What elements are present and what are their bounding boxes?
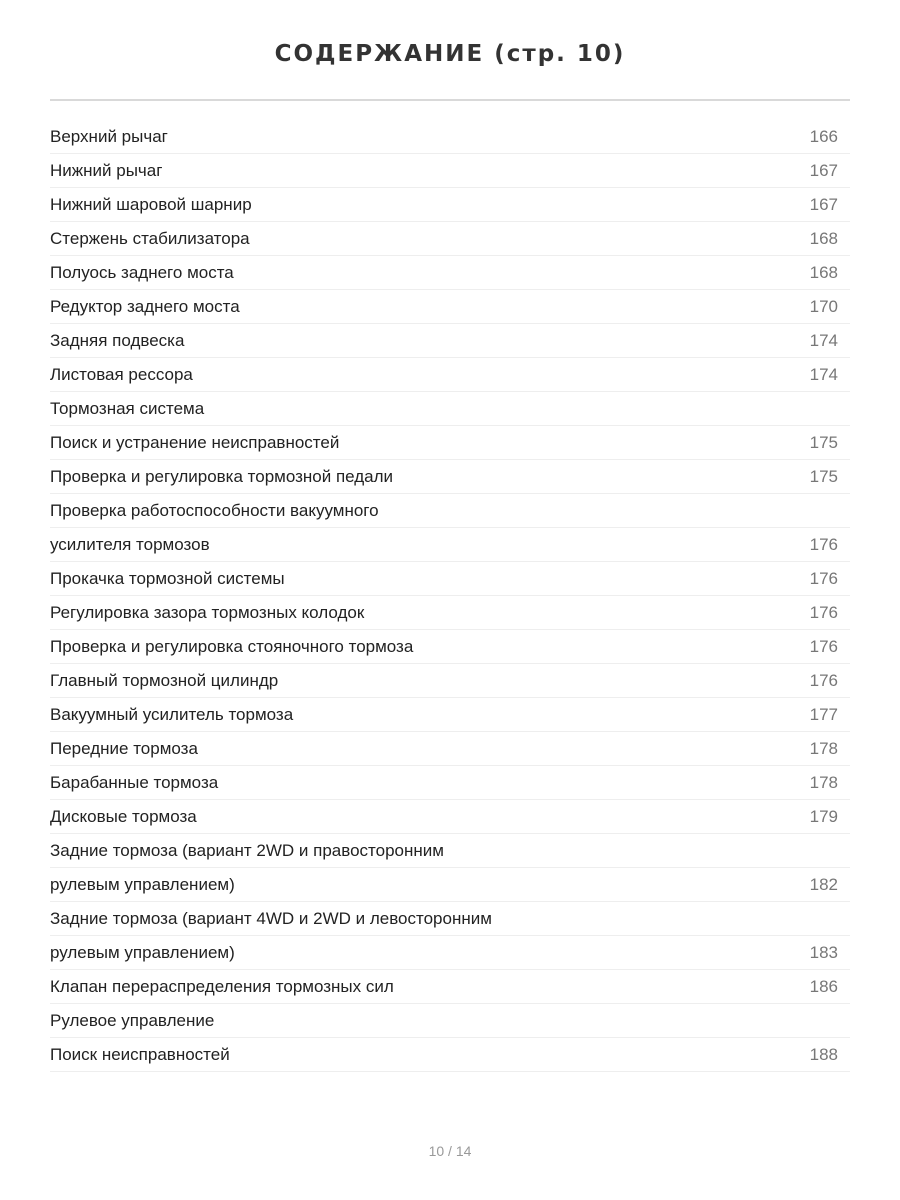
toc-entry <box>50 766 850 800</box>
toc-entry-page: 176 <box>809 534 838 554</box>
toc-entry <box>50 494 850 528</box>
page-number: 10 / 14 <box>428 1143 472 1159</box>
toc-entry <box>50 664 850 698</box>
toc-entry <box>50 222 850 256</box>
toc-entry-title: Задние тормоза (вариант 2WD и правосторонним <box>50 840 444 860</box>
toc-entry-page: 168 <box>809 262 838 282</box>
toc-entry-title: рулевым управлением) <box>50 942 235 962</box>
toc-entry-title: Передние тормоза <box>50 738 198 758</box>
toc-entry-title: Главный тормозной цилиндр <box>50 670 279 690</box>
toc-entry <box>50 596 850 630</box>
toc-entry-title: Нижний шаровой шарнир <box>50 194 252 214</box>
toc-entry <box>50 324 850 358</box>
toc-entry-title: Вакуумный усилитель тормоза <box>50 704 294 724</box>
toc-entry-page: 174 <box>809 330 838 350</box>
toc-entry-page: 188 <box>809 1044 838 1064</box>
toc-entry-page: 186 <box>809 976 838 996</box>
title-divider <box>50 99 850 101</box>
toc-entry-page: 167 <box>809 194 838 214</box>
toc-entry <box>50 528 850 562</box>
toc-entry-title: Прокачка тормозной системы <box>50 568 285 588</box>
page-title: СОДЕРЖАНИЕ (стр. 10) <box>274 41 626 67</box>
toc-entry-title: усилителя тормозов <box>50 534 210 554</box>
toc-entry <box>50 392 850 426</box>
toc-entry <box>50 290 850 324</box>
toc-entry-page: 168 <box>809 228 838 248</box>
toc-entry-title: Регулировка зазора тормозных колодок <box>50 602 365 622</box>
toc-entry-title: Проверка и регулировка стояночного тормоза <box>50 636 414 656</box>
toc-entry-page: 177 <box>809 704 838 724</box>
toc-entry-page: 182 <box>809 874 838 894</box>
toc-entry-page: 166 <box>809 126 838 146</box>
toc-entry-title: Задние тормоза (вариант 4WD и 2WD и левосторонним <box>50 908 492 928</box>
toc-entry-title: Поиск неисправностей <box>50 1044 230 1064</box>
toc-entry-title: Барабанные тормоза <box>50 772 219 792</box>
toc-entry <box>50 800 850 834</box>
toc-entry <box>50 562 850 596</box>
toc-entry-title: Тормозная система <box>50 398 205 418</box>
toc-entry-title: Дисковые тормоза <box>50 806 197 826</box>
toc-entry <box>50 460 850 494</box>
toc-entry <box>50 154 850 188</box>
toc-entry-page: 176 <box>809 670 838 690</box>
toc-entry-title: Листовая рессора <box>50 364 193 384</box>
toc-entry-page: 176 <box>809 636 838 656</box>
toc-entry <box>50 834 850 868</box>
toc-entry-title: Проверка и регулировка тормозной педали <box>50 466 394 486</box>
toc-entry <box>50 1004 850 1038</box>
toc-entry <box>50 630 850 664</box>
toc-entry-page: 170 <box>809 296 838 316</box>
table-of-contents <box>50 120 850 1072</box>
toc-entry <box>50 698 850 732</box>
toc-entry <box>50 358 850 392</box>
toc-entry-title: рулевым управлением) <box>50 874 235 894</box>
toc-entry-page: 176 <box>809 602 838 622</box>
toc-entry <box>50 970 850 1004</box>
toc-entry-page: 174 <box>809 364 838 384</box>
toc-entry-title: Стержень стабилизатора <box>50 228 250 248</box>
toc-entry-page: 167 <box>809 160 838 180</box>
toc-entry <box>50 188 850 222</box>
toc-entry <box>50 1038 850 1072</box>
toc-entry-page: 175 <box>809 466 838 486</box>
toc-entry-page: 183 <box>809 942 838 962</box>
toc-entry-title: Полуось заднего моста <box>50 262 234 282</box>
toc-entry-page: 176 <box>809 568 838 588</box>
toc-entry-title: Клапан перераспределения тормозных сил <box>50 976 394 996</box>
toc-entry-page: 179 <box>809 806 838 826</box>
toc-entry-title: Проверка работоспособности вакуумного <box>50 500 379 520</box>
toc-entry <box>50 936 850 970</box>
toc-entry-title: Поиск и устранение неисправностей <box>50 432 340 452</box>
toc-entry <box>50 868 850 902</box>
toc-entry-page: 178 <box>809 738 838 758</box>
toc-entry-title: Рулевое управление <box>50 1010 215 1030</box>
toc-entry-title: Нижний рычаг <box>50 160 163 180</box>
toc-entry <box>50 426 850 460</box>
toc-entry <box>50 256 850 290</box>
toc-entry <box>50 120 850 154</box>
toc-entry-page: 178 <box>809 772 838 792</box>
toc-entry-title: Верхний рычаг <box>50 126 168 146</box>
toc-entry-title: Задняя подвеска <box>50 330 185 350</box>
toc-entry <box>50 902 850 936</box>
toc-entry-page: 175 <box>809 432 838 452</box>
toc-entry-title: Редуктор заднего моста <box>50 296 240 316</box>
toc-entry <box>50 732 850 766</box>
